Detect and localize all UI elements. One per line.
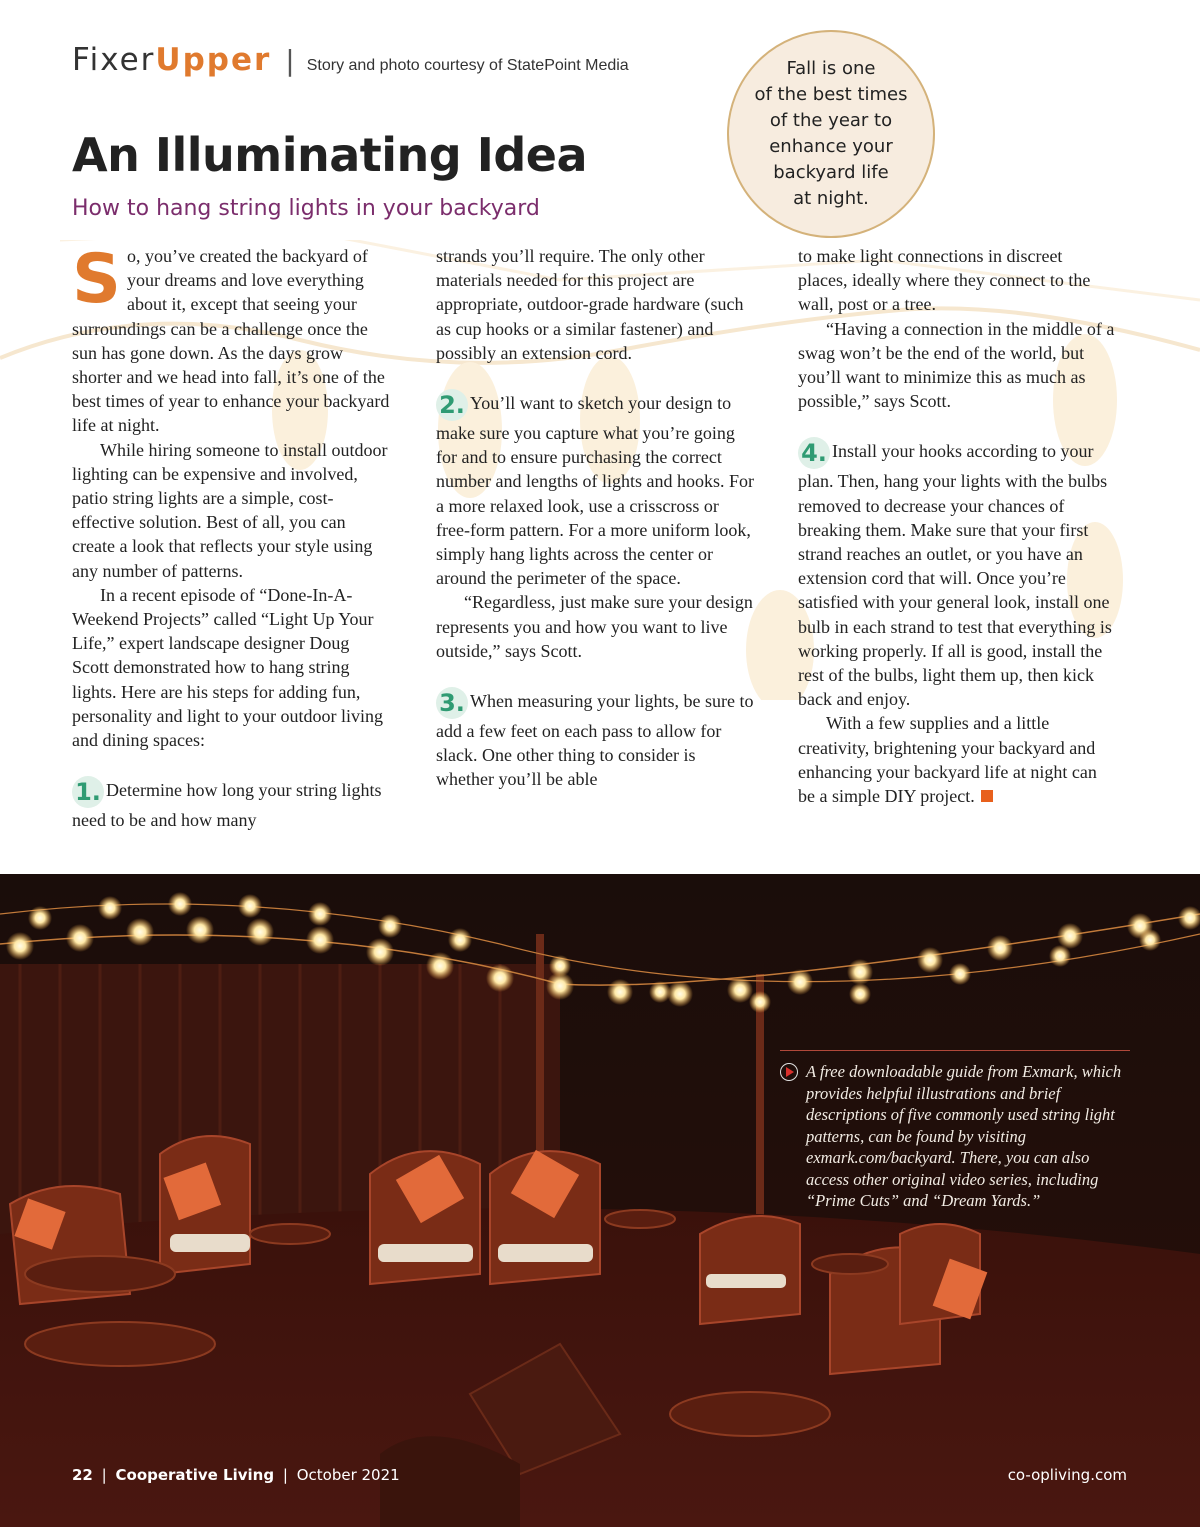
pull-quote-line: backyard life: [773, 162, 889, 183]
step-1: [72, 776, 390, 832]
body-paragraph: In a recent episode of “Done-In-A-Weekend Projects” called “Light Up Your Life,” expert landscape designer Doug Scott demonstrated how to hang string lights. Here are his steps for adding fun, personality and light to your outdoor living and dining spaces:: [72, 584, 383, 751]
brand-part-2: Upper: [155, 42, 272, 78]
intro-text: o, you’ve created the backyard of your dreams and love everything about it, except that seeing your surroundings can be a challenge once the sun has gone down. As the days grow shorter and we head into fall, it’s one of the best times of year to enhance your backyard life at night.: [72, 246, 390, 436]
spacer: [436, 365, 754, 389]
body-paragraph: to make light connections in discreet places, ideally where they connect to the wall, post or a tree.: [798, 246, 1091, 315]
closing-paragraph: [798, 711, 1116, 808]
step-text: Install your hooks according to your plan. Then, hang your lights with the bulbs removed to decrease your chances of breaking them. Make sure that your first strand reaches an outlet, or you have an extension cord that will. Once you’re satisfied with your general look, install one bulb in each strand to test that everything is working properly. If all is good, install the rest of the bulbs, light them up, then kick back and enjoy.: [798, 441, 1112, 710]
photo-caption: A free downloadable guide from Exmark, which provides helpful illustrations and brief descriptions of five commonly used string light patterns, can be found by visiting exmark.com/backyard. There, you can also access other original video series, including “Prime Cuts” and “Dream Yards.”: [806, 1062, 1122, 1210]
pull-quote-line: at night.: [793, 188, 869, 209]
pull-quote-line: Fall is one: [786, 58, 876, 79]
header-separator: |: [285, 44, 295, 77]
play-arrow-icon: [780, 1063, 798, 1081]
step-2: [436, 389, 754, 590]
article-subtitle: How to hang string lights in your backyard: [72, 196, 540, 221]
article-column-1: [72, 240, 390, 832]
page-number: 22: [72, 1466, 93, 1484]
article-column-2: [436, 244, 754, 792]
magazine-name: Cooperative Living: [115, 1466, 275, 1484]
step-number-badge: 3.: [436, 687, 468, 719]
step-text: You’ll want to sketch your design to make sure you capture what you’re going for and to ensure purchasing the correct number and lengths of lights and hooks. For a more relaxed look, use a crisscross or free-form pattern. For a more uniform look, simply hang lights across the center or around the perimeter of the space.: [436, 393, 754, 589]
step-4: [798, 437, 1116, 711]
section-brand: [72, 42, 271, 78]
section-header: [72, 42, 629, 78]
backyard-photo: [0, 874, 1200, 1527]
spacer: [72, 752, 390, 776]
step-text: Determine how long your string lights need to be and how many: [72, 780, 382, 831]
photo-caption-box: [780, 1050, 1130, 1212]
drop-cap: S: [72, 240, 121, 319]
intro-paragraph: [72, 240, 390, 438]
brand-part-1: Fixer: [72, 42, 156, 78]
footer-separator: |: [101, 1466, 107, 1484]
pull-quote-line: enhance your: [769, 136, 893, 157]
step-3: [436, 687, 754, 792]
quote-paragraph: “Having a connection in the middle of a swag won’t be the end of the world, but you’ll want to minimize this as much as possible,” says Scott.: [798, 318, 1115, 412]
footer-separator: |: [282, 1466, 288, 1484]
pull-quote-line: of the year to: [769, 110, 893, 131]
body-paragraph: While hiring someone to install outdoor lighting can be expensive and involved, patio string lights are a simple, cost-effective solution. Best of all, you can create a look that reflects your style using any number of patterns.: [72, 439, 388, 581]
end-mark-icon: [981, 790, 993, 802]
footer-website-link[interactable]: co-opliving.com: [1007, 1466, 1127, 1484]
step-number-badge: 2.: [436, 389, 468, 421]
footer-publication: [72, 1466, 400, 1484]
article-title: An Illuminating Idea: [72, 128, 587, 182]
issue-date: October 2021: [296, 1466, 400, 1484]
step-number-badge: 4.: [798, 437, 830, 469]
article-column-3: [798, 244, 1116, 808]
photo-credit: Story and photo courtesy of StatePoint Media: [306, 57, 629, 74]
closing-text: With a few supplies and a little creativity, brightening your backyard and enhancing your backyard life at night can be a simple DIY project.: [798, 713, 1097, 807]
spacer: [798, 413, 1116, 437]
step-number-badge: 1.: [72, 776, 104, 808]
spacer: [436, 663, 754, 687]
quote-paragraph: “Regardless, just make sure your design represents you and how you want to live outside,” says Scott.: [436, 592, 753, 661]
body-paragraph: strands you’ll require. The only other materials needed for this project are appropriate, outdoor-grade hardware (such as cup hooks or a similar fastener) and possibly an extension cord.: [436, 246, 744, 363]
pull-quote-line: of the best times: [754, 84, 908, 105]
step-text: When measuring your lights, be sure to add a few feet on each pass to allow for slack. One other thing to consider is whether you’ll be able: [436, 691, 754, 790]
pull-quote-circle: [727, 30, 935, 238]
